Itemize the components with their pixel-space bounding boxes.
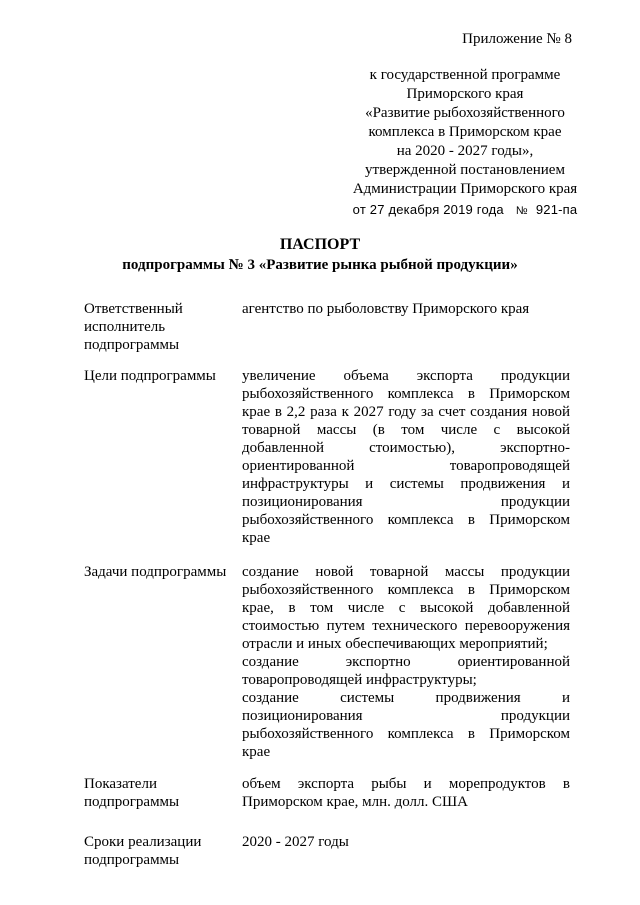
- row-label: Цели подпрограммы: [84, 368, 216, 384]
- approval-line: утвержденной постановлением: [365, 162, 565, 178]
- value-paragraph: 2020 - 2027 годы: [242, 834, 349, 850]
- value-paragraph: увеличение объема экспорта продукции рыбохозяйственного комплекса в Приморском крае в 2,2 раза к 2027 году за счет создания новой товарной массы (в том числе с высокой добавленной стоимостью), экспортно-ориентированной товаропроводящей инфраструктуры и системы продвижения и позиционирования продукции рыбохозяйственного комплекса в Приморском крае: [242, 368, 570, 546]
- value-paragraph: создание экспортно ориентированной товаропроводящей инфраструктуры;: [242, 654, 570, 688]
- row-value: [242, 563, 570, 761]
- approval-line: Приморского края: [406, 86, 524, 102]
- appendix-number: Приложение № 8: [462, 31, 572, 47]
- approval-line: на 2020 - 2027 годы»,: [396, 143, 534, 159]
- value-paragraph: создание новой товарной массы продукции рыбохозяйственного комплекса в Приморском крае, в том числе с высокой добавленной стоимостью путем технического перевооружения отрасли и иных обеспечивающих мероприятий;: [242, 564, 570, 652]
- value-paragraph: объем экспорта рыбы и морепродуктов в Приморском крае, млн. долл. США: [242, 776, 570, 810]
- passport-row-tasks: [84, 563, 570, 761]
- decree-stamp: [330, 200, 600, 221]
- stamp-date: от 27 декабря 2019 года: [352, 202, 504, 217]
- passport-table: [84, 300, 570, 869]
- title-passport: ПАСПОРТ: [279, 236, 361, 253]
- approval-line: «Развитие рыбохозяйственного: [365, 105, 565, 121]
- row-label: Ответственный исполнитель подпрограммы: [84, 301, 183, 353]
- value-paragraph: создание системы продвижения и позиционирования продукции рыбохозяйственного комплекса в Приморском крае: [242, 690, 570, 760]
- passport-row-responsible: [84, 300, 570, 354]
- title-subprogram: подпрограммы № 3 «Развитие рынка рыбной продукции»: [122, 257, 518, 273]
- stamp-number: 921-па: [535, 202, 578, 217]
- passport-row-indicators: [84, 775, 570, 811]
- row-value: [242, 367, 570, 547]
- approval-line: к государственной программе: [369, 67, 561, 83]
- row-label: Задачи подпрограммы: [84, 564, 227, 580]
- row-value: [242, 775, 570, 811]
- approval-line: Администрации Приморского края: [352, 181, 578, 197]
- row-label: Сроки реализации подпрограммы: [84, 834, 202, 868]
- passport-row-goals: [84, 367, 570, 547]
- row-label: Показатели подпрограммы: [84, 776, 180, 810]
- value-paragraph: агентство по рыболовству Приморского края: [242, 301, 530, 317]
- stamp-number-sign: №: [515, 205, 528, 217]
- approval-block: [330, 66, 600, 221]
- approval-line: комплекса в Приморском крае: [368, 124, 562, 140]
- row-value: [242, 300, 570, 354]
- row-value: [242, 833, 570, 869]
- document-title: [0, 235, 640, 275]
- passport-row-timeline: [84, 833, 570, 869]
